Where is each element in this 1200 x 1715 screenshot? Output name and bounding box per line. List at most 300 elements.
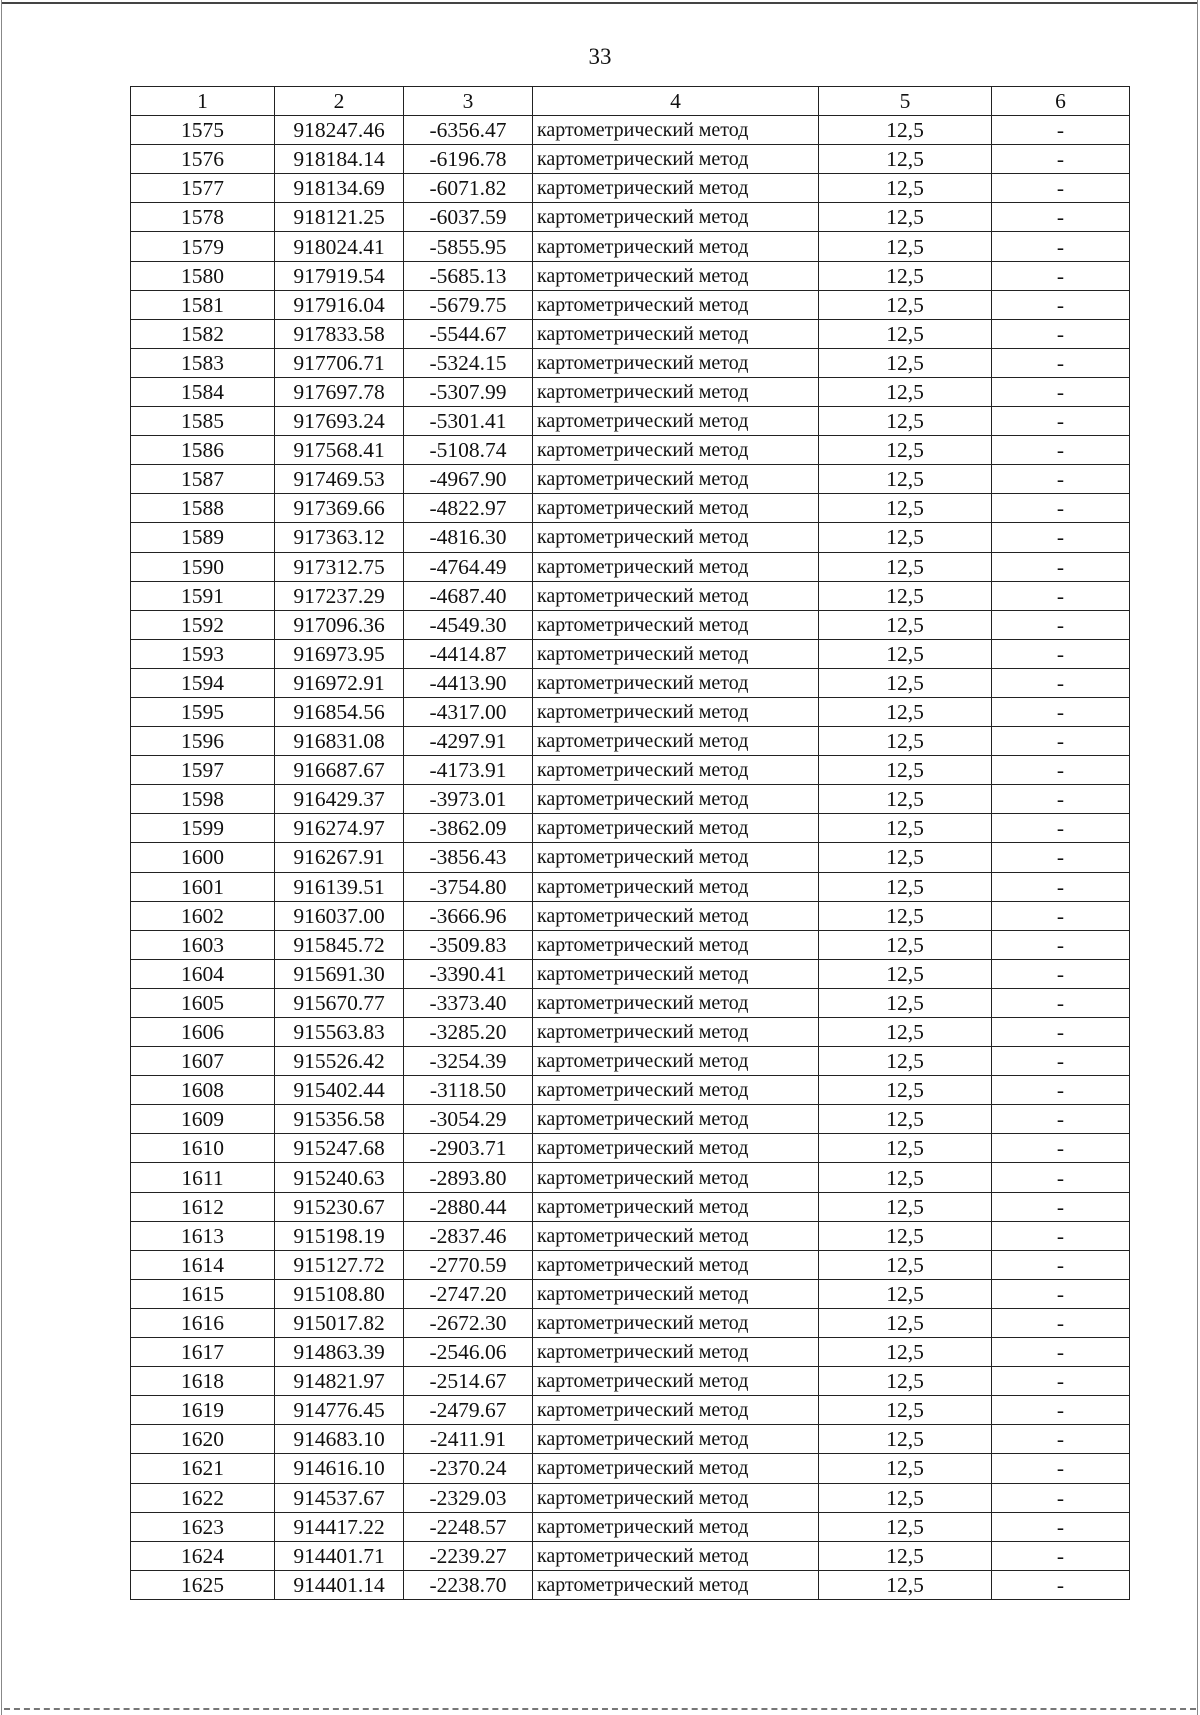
table-row xyxy=(131,494,1130,523)
method-cell: картометрический метод xyxy=(533,901,819,930)
accuracy-cell: 12,5 xyxy=(819,552,992,581)
x-coordinate-cell: 916687.67 xyxy=(275,756,404,785)
y-coordinate-cell: -4816.30 xyxy=(404,523,533,552)
x-coordinate-cell: 915845.72 xyxy=(275,930,404,959)
point-number-cell: 1585 xyxy=(131,407,275,436)
y-coordinate-cell: -4549.30 xyxy=(404,610,533,639)
accuracy-cell: 12,5 xyxy=(819,1425,992,1454)
accuracy-cell: 12,5 xyxy=(819,1308,992,1337)
x-coordinate-cell: 915691.30 xyxy=(275,959,404,988)
method-cell: картометрический метод xyxy=(533,668,819,697)
point-number-cell: 1624 xyxy=(131,1541,275,1570)
point-number-cell: 1613 xyxy=(131,1221,275,1250)
x-coordinate-cell: 917697.78 xyxy=(275,377,404,406)
point-number-cell: 1590 xyxy=(131,552,275,581)
x-coordinate-cell: 915240.63 xyxy=(275,1163,404,1192)
method-cell: картометрический метод xyxy=(533,145,819,174)
y-coordinate-cell: -2837.46 xyxy=(404,1221,533,1250)
method-cell: картометрический метод xyxy=(533,1396,819,1425)
accuracy-cell: 12,5 xyxy=(819,436,992,465)
description-cell: - xyxy=(992,145,1130,174)
description-cell: - xyxy=(992,348,1130,377)
method-cell: картометрический метод xyxy=(533,959,819,988)
y-coordinate-cell: -2903.71 xyxy=(404,1134,533,1163)
description-cell: - xyxy=(992,1425,1130,1454)
y-coordinate-cell: -3754.80 xyxy=(404,872,533,901)
y-coordinate-cell: -6196.78 xyxy=(404,145,533,174)
x-coordinate-cell: 917568.41 xyxy=(275,436,404,465)
y-coordinate-cell: -3856.43 xyxy=(404,843,533,872)
scan-edge-bottom xyxy=(4,1708,1196,1710)
point-number-cell: 1606 xyxy=(131,1018,275,1047)
description-cell: - xyxy=(992,523,1130,552)
y-coordinate-cell: -4173.91 xyxy=(404,756,533,785)
description-cell: - xyxy=(992,1541,1130,1570)
x-coordinate-cell: 915670.77 xyxy=(275,988,404,1017)
point-number-cell: 1597 xyxy=(131,756,275,785)
method-cell: картометрический метод xyxy=(533,1250,819,1279)
y-coordinate-cell: -5544.67 xyxy=(404,319,533,348)
point-number-cell: 1614 xyxy=(131,1250,275,1279)
point-number-cell: 1589 xyxy=(131,523,275,552)
accuracy-cell: 12,5 xyxy=(819,1512,992,1541)
method-cell: картометрический метод xyxy=(533,814,819,843)
point-number-cell: 1615 xyxy=(131,1279,275,1308)
method-cell: картометрический метод xyxy=(533,436,819,465)
method-cell: картометрический метод xyxy=(533,756,819,785)
accuracy-cell: 12,5 xyxy=(819,377,992,406)
accuracy-cell: 12,5 xyxy=(819,1134,992,1163)
method-cell: картометрический метод xyxy=(533,1367,819,1396)
description-cell: - xyxy=(992,959,1130,988)
accuracy-cell: 12,5 xyxy=(819,465,992,494)
y-coordinate-cell: -2747.20 xyxy=(404,1279,533,1308)
y-coordinate-cell: -2546.06 xyxy=(404,1338,533,1367)
accuracy-cell: 12,5 xyxy=(819,1221,992,1250)
method-cell: картометрический метод xyxy=(533,727,819,756)
point-number-cell: 1609 xyxy=(131,1105,275,1134)
description-cell: - xyxy=(992,668,1130,697)
accuracy-cell: 12,5 xyxy=(819,1454,992,1483)
table-row xyxy=(131,756,1130,785)
description-cell: - xyxy=(992,552,1130,581)
y-coordinate-cell: -2479.67 xyxy=(404,1396,533,1425)
description-cell: - xyxy=(992,436,1130,465)
table-row xyxy=(131,639,1130,668)
table-row xyxy=(131,668,1130,697)
method-cell: картометрический метод xyxy=(533,1454,819,1483)
table-body xyxy=(131,116,1130,1600)
point-number-cell: 1616 xyxy=(131,1308,275,1337)
method-cell: картометрический метод xyxy=(533,581,819,610)
x-coordinate-cell: 918024.41 xyxy=(275,232,404,261)
method-cell: картометрический метод xyxy=(533,261,819,290)
description-cell: - xyxy=(992,988,1130,1017)
accuracy-cell: 12,5 xyxy=(819,1018,992,1047)
table-row xyxy=(131,872,1130,901)
coordinates-table xyxy=(130,86,1130,1600)
accuracy-cell: 12,5 xyxy=(819,232,992,261)
x-coordinate-cell: 915108.80 xyxy=(275,1279,404,1308)
y-coordinate-cell: -3509.83 xyxy=(404,930,533,959)
y-coordinate-cell: -4687.40 xyxy=(404,581,533,610)
method-cell: картометрический метод xyxy=(533,1047,819,1076)
description-cell: - xyxy=(992,1134,1130,1163)
table-row xyxy=(131,116,1130,145)
accuracy-cell: 12,5 xyxy=(819,203,992,232)
description-cell: - xyxy=(992,785,1130,814)
point-number-cell: 1625 xyxy=(131,1570,275,1599)
x-coordinate-cell: 917706.71 xyxy=(275,348,404,377)
method-cell: картометрический метод xyxy=(533,1483,819,1512)
point-number-cell: 1605 xyxy=(131,988,275,1017)
point-number-cell: 1611 xyxy=(131,1163,275,1192)
x-coordinate-cell: 914616.10 xyxy=(275,1454,404,1483)
point-number-cell: 1595 xyxy=(131,697,275,726)
accuracy-cell: 12,5 xyxy=(819,901,992,930)
y-coordinate-cell: -4764.49 xyxy=(404,552,533,581)
point-number-cell: 1588 xyxy=(131,494,275,523)
accuracy-cell: 12,5 xyxy=(819,814,992,843)
accuracy-cell: 12,5 xyxy=(819,756,992,785)
method-cell: картометрический метод xyxy=(533,988,819,1017)
method-cell: картометрический метод xyxy=(533,610,819,639)
table-row xyxy=(131,377,1130,406)
x-coordinate-cell: 916267.91 xyxy=(275,843,404,872)
point-number-cell: 1583 xyxy=(131,348,275,377)
accuracy-cell: 12,5 xyxy=(819,1396,992,1425)
table-row xyxy=(131,814,1130,843)
accuracy-cell: 12,5 xyxy=(819,174,992,203)
table-row xyxy=(131,1454,1130,1483)
description-cell: - xyxy=(992,814,1130,843)
method-cell: картометрический метод xyxy=(533,116,819,145)
description-cell: - xyxy=(992,494,1130,523)
table-row xyxy=(131,1396,1130,1425)
y-coordinate-cell: -6071.82 xyxy=(404,174,533,203)
description-cell: - xyxy=(992,727,1130,756)
header-cell-col-2: 2 xyxy=(275,87,404,116)
description-cell: - xyxy=(992,261,1130,290)
method-cell: картометрический метод xyxy=(533,465,819,494)
method-cell: картометрический метод xyxy=(533,552,819,581)
x-coordinate-cell: 916274.97 xyxy=(275,814,404,843)
x-coordinate-cell: 918247.46 xyxy=(275,116,404,145)
method-cell: картометрический метод xyxy=(533,203,819,232)
point-number-cell: 1594 xyxy=(131,668,275,697)
method-cell: картометрический метод xyxy=(533,232,819,261)
x-coordinate-cell: 916037.00 xyxy=(275,901,404,930)
point-number-cell: 1579 xyxy=(131,232,275,261)
table-row xyxy=(131,145,1130,174)
x-coordinate-cell: 914401.14 xyxy=(275,1570,404,1599)
point-number-cell: 1598 xyxy=(131,785,275,814)
table-row xyxy=(131,930,1130,959)
accuracy-cell: 12,5 xyxy=(819,843,992,872)
x-coordinate-cell: 918134.69 xyxy=(275,174,404,203)
accuracy-cell: 12,5 xyxy=(819,116,992,145)
table-row xyxy=(131,232,1130,261)
table-row xyxy=(131,1541,1130,1570)
accuracy-cell: 12,5 xyxy=(819,1338,992,1367)
point-number-cell: 1584 xyxy=(131,377,275,406)
description-cell: - xyxy=(992,901,1130,930)
method-cell: картометрический метод xyxy=(533,494,819,523)
method-cell: картометрический метод xyxy=(533,1134,819,1163)
table-row xyxy=(131,1338,1130,1367)
accuracy-cell: 12,5 xyxy=(819,872,992,901)
point-number-cell: 1603 xyxy=(131,930,275,959)
table-row xyxy=(131,959,1130,988)
point-number-cell: 1575 xyxy=(131,116,275,145)
y-coordinate-cell: -3118.50 xyxy=(404,1076,533,1105)
y-coordinate-cell: -2238.70 xyxy=(404,1570,533,1599)
table-row xyxy=(131,785,1130,814)
point-number-cell: 1587 xyxy=(131,465,275,494)
point-number-cell: 1621 xyxy=(131,1454,275,1483)
method-cell: картометрический метод xyxy=(533,1512,819,1541)
y-coordinate-cell: -5307.99 xyxy=(404,377,533,406)
y-coordinate-cell: -4967.90 xyxy=(404,465,533,494)
accuracy-cell: 12,5 xyxy=(819,1047,992,1076)
x-coordinate-cell: 915402.44 xyxy=(275,1076,404,1105)
table-row xyxy=(131,261,1130,290)
x-coordinate-cell: 914776.45 xyxy=(275,1396,404,1425)
table-row xyxy=(131,552,1130,581)
point-number-cell: 1622 xyxy=(131,1483,275,1512)
table-row xyxy=(131,581,1130,610)
description-cell: - xyxy=(992,290,1130,319)
accuracy-cell: 12,5 xyxy=(819,1163,992,1192)
accuracy-cell: 12,5 xyxy=(819,639,992,668)
method-cell: картометрический метод xyxy=(533,1425,819,1454)
x-coordinate-cell: 915230.67 xyxy=(275,1192,404,1221)
x-coordinate-cell: 915127.72 xyxy=(275,1250,404,1279)
point-number-cell: 1578 xyxy=(131,203,275,232)
table-row xyxy=(131,174,1130,203)
y-coordinate-cell: -5108.74 xyxy=(404,436,533,465)
description-cell: - xyxy=(992,1192,1130,1221)
y-coordinate-cell: -6037.59 xyxy=(404,203,533,232)
point-number-cell: 1576 xyxy=(131,145,275,174)
point-number-cell: 1600 xyxy=(131,843,275,872)
accuracy-cell: 12,5 xyxy=(819,523,992,552)
x-coordinate-cell: 917237.29 xyxy=(275,581,404,610)
x-coordinate-cell: 916139.51 xyxy=(275,872,404,901)
accuracy-cell: 12,5 xyxy=(819,930,992,959)
method-cell: картометрический метод xyxy=(533,319,819,348)
y-coordinate-cell: -3666.96 xyxy=(404,901,533,930)
table-row xyxy=(131,465,1130,494)
table-row xyxy=(131,1047,1130,1076)
description-cell: - xyxy=(992,465,1130,494)
y-coordinate-cell: -3390.41 xyxy=(404,959,533,988)
table-row xyxy=(131,988,1130,1017)
y-coordinate-cell: -4822.97 xyxy=(404,494,533,523)
method-cell: картометрический метод xyxy=(533,1163,819,1192)
accuracy-cell: 12,5 xyxy=(819,290,992,319)
header-cell-col-4: 4 xyxy=(533,87,819,116)
description-cell: - xyxy=(992,1018,1130,1047)
table-row xyxy=(131,1570,1130,1599)
x-coordinate-cell: 917693.24 xyxy=(275,407,404,436)
description-cell: - xyxy=(992,1047,1130,1076)
method-cell: картометрический метод xyxy=(533,1308,819,1337)
x-coordinate-cell: 915526.42 xyxy=(275,1047,404,1076)
y-coordinate-cell: -2514.67 xyxy=(404,1367,533,1396)
header-cell-col-5: 5 xyxy=(819,87,992,116)
x-coordinate-cell: 916831.08 xyxy=(275,727,404,756)
method-cell: картометрический метод xyxy=(533,1192,819,1221)
point-number-cell: 1599 xyxy=(131,814,275,843)
y-coordinate-cell: -2239.27 xyxy=(404,1541,533,1570)
description-cell: - xyxy=(992,1338,1130,1367)
table-row xyxy=(131,407,1130,436)
accuracy-cell: 12,5 xyxy=(819,1570,992,1599)
accuracy-cell: 12,5 xyxy=(819,785,992,814)
description-cell: - xyxy=(992,1250,1130,1279)
accuracy-cell: 12,5 xyxy=(819,727,992,756)
point-number-cell: 1612 xyxy=(131,1192,275,1221)
x-coordinate-cell: 916854.56 xyxy=(275,697,404,726)
y-coordinate-cell: -2770.59 xyxy=(404,1250,533,1279)
table-row xyxy=(131,1134,1130,1163)
header-cell-col-3: 3 xyxy=(404,87,533,116)
accuracy-cell: 12,5 xyxy=(819,668,992,697)
x-coordinate-cell: 914401.71 xyxy=(275,1541,404,1570)
description-cell: - xyxy=(992,843,1130,872)
y-coordinate-cell: -5301.41 xyxy=(404,407,533,436)
method-cell: картометрический метод xyxy=(533,843,819,872)
method-cell: картометрический метод xyxy=(533,1279,819,1308)
point-number-cell: 1607 xyxy=(131,1047,275,1076)
x-coordinate-cell: 914537.67 xyxy=(275,1483,404,1512)
method-cell: картометрический метод xyxy=(533,1541,819,1570)
y-coordinate-cell: -6356.47 xyxy=(404,116,533,145)
accuracy-cell: 12,5 xyxy=(819,494,992,523)
accuracy-cell: 12,5 xyxy=(819,1250,992,1279)
description-cell: - xyxy=(992,1570,1130,1599)
x-coordinate-cell: 915563.83 xyxy=(275,1018,404,1047)
method-cell: картометрический метод xyxy=(533,1076,819,1105)
x-coordinate-cell: 914863.39 xyxy=(275,1338,404,1367)
accuracy-cell: 12,5 xyxy=(819,348,992,377)
accuracy-cell: 12,5 xyxy=(819,988,992,1017)
table-row xyxy=(131,843,1130,872)
point-number-cell: 1596 xyxy=(131,727,275,756)
table-row xyxy=(131,610,1130,639)
page-number: 33 xyxy=(588,44,612,69)
y-coordinate-cell: -2370.24 xyxy=(404,1454,533,1483)
table-row xyxy=(131,1192,1130,1221)
accuracy-cell: 12,5 xyxy=(819,319,992,348)
method-cell: картометрический метод xyxy=(533,523,819,552)
table-row xyxy=(131,1483,1130,1512)
point-number-cell: 1580 xyxy=(131,261,275,290)
x-coordinate-cell: 917312.75 xyxy=(275,552,404,581)
point-number-cell: 1618 xyxy=(131,1367,275,1396)
method-cell: картометрический метод xyxy=(533,290,819,319)
table-row xyxy=(131,1105,1130,1134)
accuracy-cell: 12,5 xyxy=(819,261,992,290)
table-row xyxy=(131,901,1130,930)
y-coordinate-cell: -5855.95 xyxy=(404,232,533,261)
accuracy-cell: 12,5 xyxy=(819,1192,992,1221)
point-number-cell: 1586 xyxy=(131,436,275,465)
accuracy-cell: 12,5 xyxy=(819,1105,992,1134)
accuracy-cell: 12,5 xyxy=(819,959,992,988)
point-number-cell: 1619 xyxy=(131,1396,275,1425)
description-cell: - xyxy=(992,1279,1130,1308)
description-cell: - xyxy=(992,1483,1130,1512)
scan-edge-right xyxy=(1197,0,1198,1715)
point-number-cell: 1601 xyxy=(131,872,275,901)
description-cell: - xyxy=(992,1105,1130,1134)
accuracy-cell: 12,5 xyxy=(819,1483,992,1512)
point-number-cell: 1582 xyxy=(131,319,275,348)
table-row xyxy=(131,203,1130,232)
description-cell: - xyxy=(992,319,1130,348)
method-cell: картометрический метод xyxy=(533,1105,819,1134)
accuracy-cell: 12,5 xyxy=(819,407,992,436)
table-row xyxy=(131,1425,1130,1454)
description-cell: - xyxy=(992,407,1130,436)
table-row xyxy=(131,348,1130,377)
point-number-cell: 1604 xyxy=(131,959,275,988)
table-row xyxy=(131,1512,1130,1541)
y-coordinate-cell: -3373.40 xyxy=(404,988,533,1017)
x-coordinate-cell: 916972.91 xyxy=(275,668,404,697)
table-row xyxy=(131,727,1130,756)
x-coordinate-cell: 917363.12 xyxy=(275,523,404,552)
x-coordinate-cell: 918184.14 xyxy=(275,145,404,174)
description-cell: - xyxy=(992,756,1130,785)
description-cell: - xyxy=(992,1454,1130,1483)
method-cell: картометрический метод xyxy=(533,697,819,726)
x-coordinate-cell: 916429.37 xyxy=(275,785,404,814)
description-cell: - xyxy=(992,174,1130,203)
x-coordinate-cell: 917369.66 xyxy=(275,494,404,523)
x-coordinate-cell: 914821.97 xyxy=(275,1367,404,1396)
description-cell: - xyxy=(992,116,1130,145)
point-number-cell: 1623 xyxy=(131,1512,275,1541)
method-cell: картометрический метод xyxy=(533,1018,819,1047)
y-coordinate-cell: -3254.39 xyxy=(404,1047,533,1076)
point-number-cell: 1591 xyxy=(131,581,275,610)
method-cell: картометрический метод xyxy=(533,930,819,959)
x-coordinate-cell: 915198.19 xyxy=(275,1221,404,1250)
method-cell: картометрический метод xyxy=(533,407,819,436)
table-row xyxy=(131,1279,1130,1308)
x-coordinate-cell: 917469.53 xyxy=(275,465,404,494)
table-row xyxy=(131,319,1130,348)
header-cell-col-1: 1 xyxy=(131,87,275,116)
table-row xyxy=(131,290,1130,319)
y-coordinate-cell: -4413.90 xyxy=(404,668,533,697)
accuracy-cell: 12,5 xyxy=(819,1279,992,1308)
table-header-row xyxy=(131,87,1130,116)
method-cell: картометрический метод xyxy=(533,785,819,814)
y-coordinate-cell: -3862.09 xyxy=(404,814,533,843)
method-cell: картометрический метод xyxy=(533,377,819,406)
description-cell: - xyxy=(992,232,1130,261)
x-coordinate-cell: 915356.58 xyxy=(275,1105,404,1134)
description-cell: - xyxy=(992,1076,1130,1105)
x-coordinate-cell: 918121.25 xyxy=(275,203,404,232)
description-cell: - xyxy=(992,1367,1130,1396)
method-cell: картометрический метод xyxy=(533,174,819,203)
description-cell: - xyxy=(992,581,1130,610)
